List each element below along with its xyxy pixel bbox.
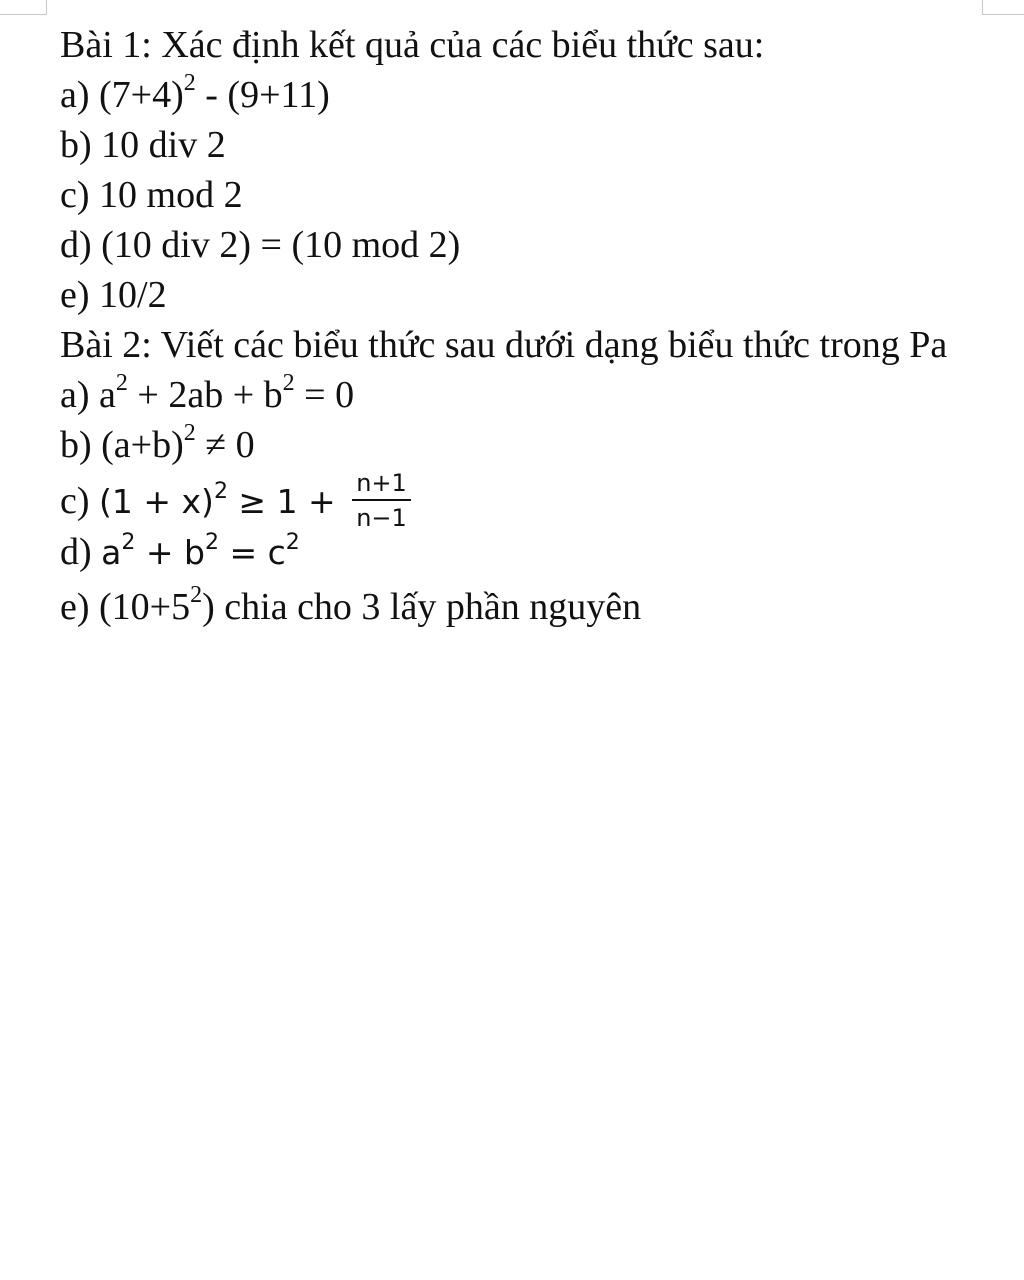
expression-term: = c xyxy=(218,533,286,572)
expression: (10 div 2) = (10 mod 2) xyxy=(101,224,461,266)
expression-term: + b xyxy=(135,533,205,572)
exercise2-item-d xyxy=(60,532,1024,582)
fraction xyxy=(352,468,411,533)
exercise1-item-c xyxy=(60,170,1024,220)
expression-term: (10+5 xyxy=(99,586,191,628)
item-label: c) xyxy=(60,174,90,216)
expression-exponent: 2 xyxy=(115,370,128,397)
expression-exponent: 2 xyxy=(285,530,300,555)
expression-term: ≠ 0 xyxy=(195,424,255,466)
exercise1-item-b xyxy=(60,120,1024,170)
expression-exponent: 2 xyxy=(190,582,203,609)
item-label: d) xyxy=(60,224,92,266)
expression-base: (7+4) xyxy=(99,74,184,116)
exercise1-item-a xyxy=(60,70,1024,120)
expression-term: ≥ 1 + xyxy=(227,482,347,521)
expression-exponent: 2 xyxy=(213,479,228,504)
expression-term: + 2ab + b xyxy=(127,374,283,416)
expression-rest: - (9+11) xyxy=(195,74,330,116)
exercise1-item-e xyxy=(60,270,1024,320)
fraction-numerator: n+1 xyxy=(352,468,411,501)
math-expression xyxy=(99,479,347,521)
expression-term: (1 + x) xyxy=(99,482,214,521)
item-label: c) xyxy=(60,480,90,522)
exercise2-item-e xyxy=(60,582,1024,632)
expression-exponent: 2 xyxy=(282,370,295,397)
exercise1-title: Bài 1: Xác định kết quả của các biểu thức sau: xyxy=(60,24,765,66)
item-label: b) xyxy=(60,424,92,466)
expression-term: ) chia cho 3 lấy phần nguyên xyxy=(202,586,642,628)
expression-term: (a+b) xyxy=(101,424,184,466)
expression: 10/2 xyxy=(99,274,167,316)
expression-term: = 0 xyxy=(294,374,355,416)
item-label: a) xyxy=(60,74,90,116)
item-label: d) xyxy=(60,531,92,573)
expression: 10 mod 2 xyxy=(99,174,243,216)
exercise2-item-c xyxy=(60,470,1024,532)
exercise2-item-a xyxy=(60,370,1024,420)
item-label: e) xyxy=(60,274,90,316)
expression-exponent: 2 xyxy=(121,530,136,555)
math-expression xyxy=(101,530,300,572)
exercise2-title: Bài 2: Viết các biểu thức sau dưới dạng biểu thức trong Pa xyxy=(60,324,948,366)
page-corner-marker-top-right xyxy=(982,0,1024,15)
expression-term: a xyxy=(99,374,116,416)
expression: 10 div 2 xyxy=(101,124,226,166)
page-corner-marker-top-left xyxy=(0,0,47,15)
expression-term: a xyxy=(101,533,122,572)
expression-exponent: 2 xyxy=(183,70,196,97)
item-label: b) xyxy=(60,124,92,166)
item-label: a) xyxy=(60,374,90,416)
expression-exponent: 2 xyxy=(204,530,219,555)
exercise1-item-d xyxy=(60,220,1024,270)
document-page xyxy=(60,20,1024,632)
exercise2-item-b xyxy=(60,420,1024,470)
fraction-denominator: n−1 xyxy=(356,503,407,532)
item-label: e) xyxy=(60,586,90,628)
expression-exponent: 2 xyxy=(183,420,196,447)
